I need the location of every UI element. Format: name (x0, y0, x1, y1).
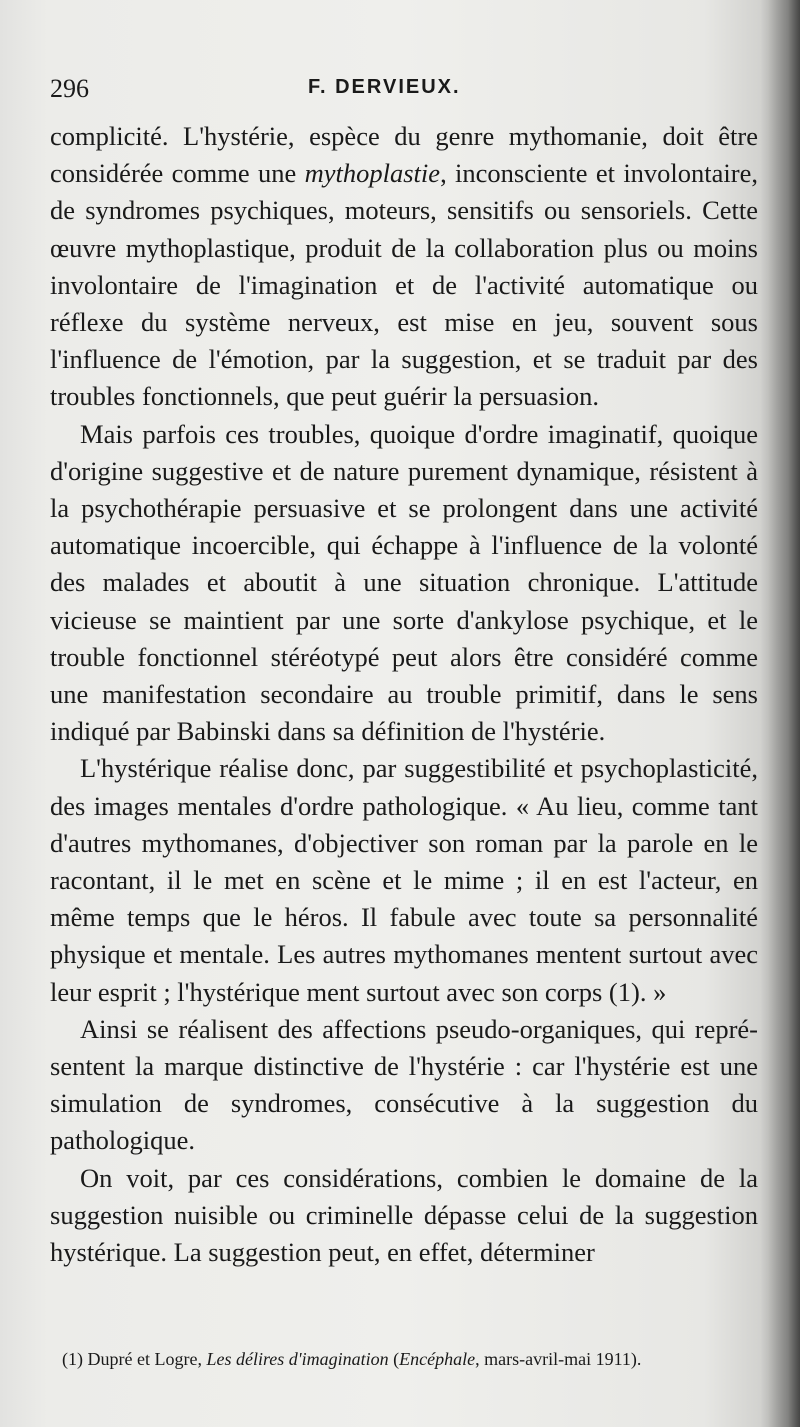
paragraph (50, 416, 758, 751)
text-segment: Mais parfois ces troubles, quoique d'ordre imaginatif, quoique d'origine suggestive et de nature purement dynamique, résistent à la psychothérapie persuasive et se prolongent dans une activité automatique incoercible, qui échappe à l'influence de la volonté des malades et aboutit à une situation chronique. L'attitude vicieuse se maintient par une sorte d'ankylose psychique, et le trouble fonctionnel stéréotypé peut alors être considéré comme une manifestation secondaire au trouble primitif, dans le sens indiqué par Babinski dans sa définition de l'hystérie. (50, 418, 758, 747)
body-text (50, 118, 758, 1271)
footnote-text-segment: ( (388, 1349, 400, 1369)
text-segment: complicité. L'hystérie, espèce du genre mythomanie, doit être considérée comme une (50, 121, 758, 189)
paragraph (50, 1011, 758, 1160)
text-segment: L'hystérique réalise donc, par suggestibilité et psychoplasticité, des images mentales d'ordre pathologique. « Au lieu, comme tant d'autres mythomanes, d'objectiver son roman par la parole en le racontant, il le met en scène et le mime ; il en est l'acteur, en même temps que le héros. Il fabule avec toute sa personnalité physique et mentale. Les autres mythomanes mentent surtout avec leur esprit ; l'hystérique ment surtout avec son corps (1). » (50, 753, 758, 1007)
page-header (50, 72, 750, 106)
running-head: F. DERVIEUX. (308, 76, 461, 98)
paragraph (50, 118, 758, 416)
paragraph (50, 1160, 758, 1272)
text-segment: , inconsciente et involontaire, de syndromes psychiques, moteurs, sensitifs ou sensoriels. Cette œuvre mythoplastique, produit de la collaboration plus ou moins involontaire de l'imagination et de l'activité automatique ou réflexe du système nerveux, est mise en jeu, souvent sous l'influence de l'émotion, par la suggestion, et se traduit par des troubles fonctionnels, que peut guérir la persuasion. (50, 158, 758, 412)
italic-text: mythoplastie (304, 158, 441, 189)
text-segment: Ainsi se réalisent des affections pseudo-organiques, qui représentent la marque distinctive de l'hystérie : car l'hystérie est une simulation de syndromes, consécutive à la suggestion du pathologique. (50, 1013, 758, 1156)
paragraph (50, 750, 758, 1010)
footnote (62, 1348, 756, 1370)
footnote-italic-text: Encéphale (399, 1349, 476, 1369)
footnote-text-segment: , mars-avril-mai 1911). (475, 1349, 642, 1369)
footnote-text-segment: (1) Dupré et Logre, (62, 1349, 207, 1369)
text-segment: On voit, par ces considérations, combien le domaine de la suggestion nuisible ou criminelle dépasse celui de la suggestion hystérique. La suggestion peut, en effet, déterminer (50, 1162, 758, 1268)
page-number: 296 (50, 74, 89, 103)
footnote-italic-text: Les délires d'imagination (206, 1349, 389, 1369)
book-spine-shadow (760, 0, 800, 1427)
